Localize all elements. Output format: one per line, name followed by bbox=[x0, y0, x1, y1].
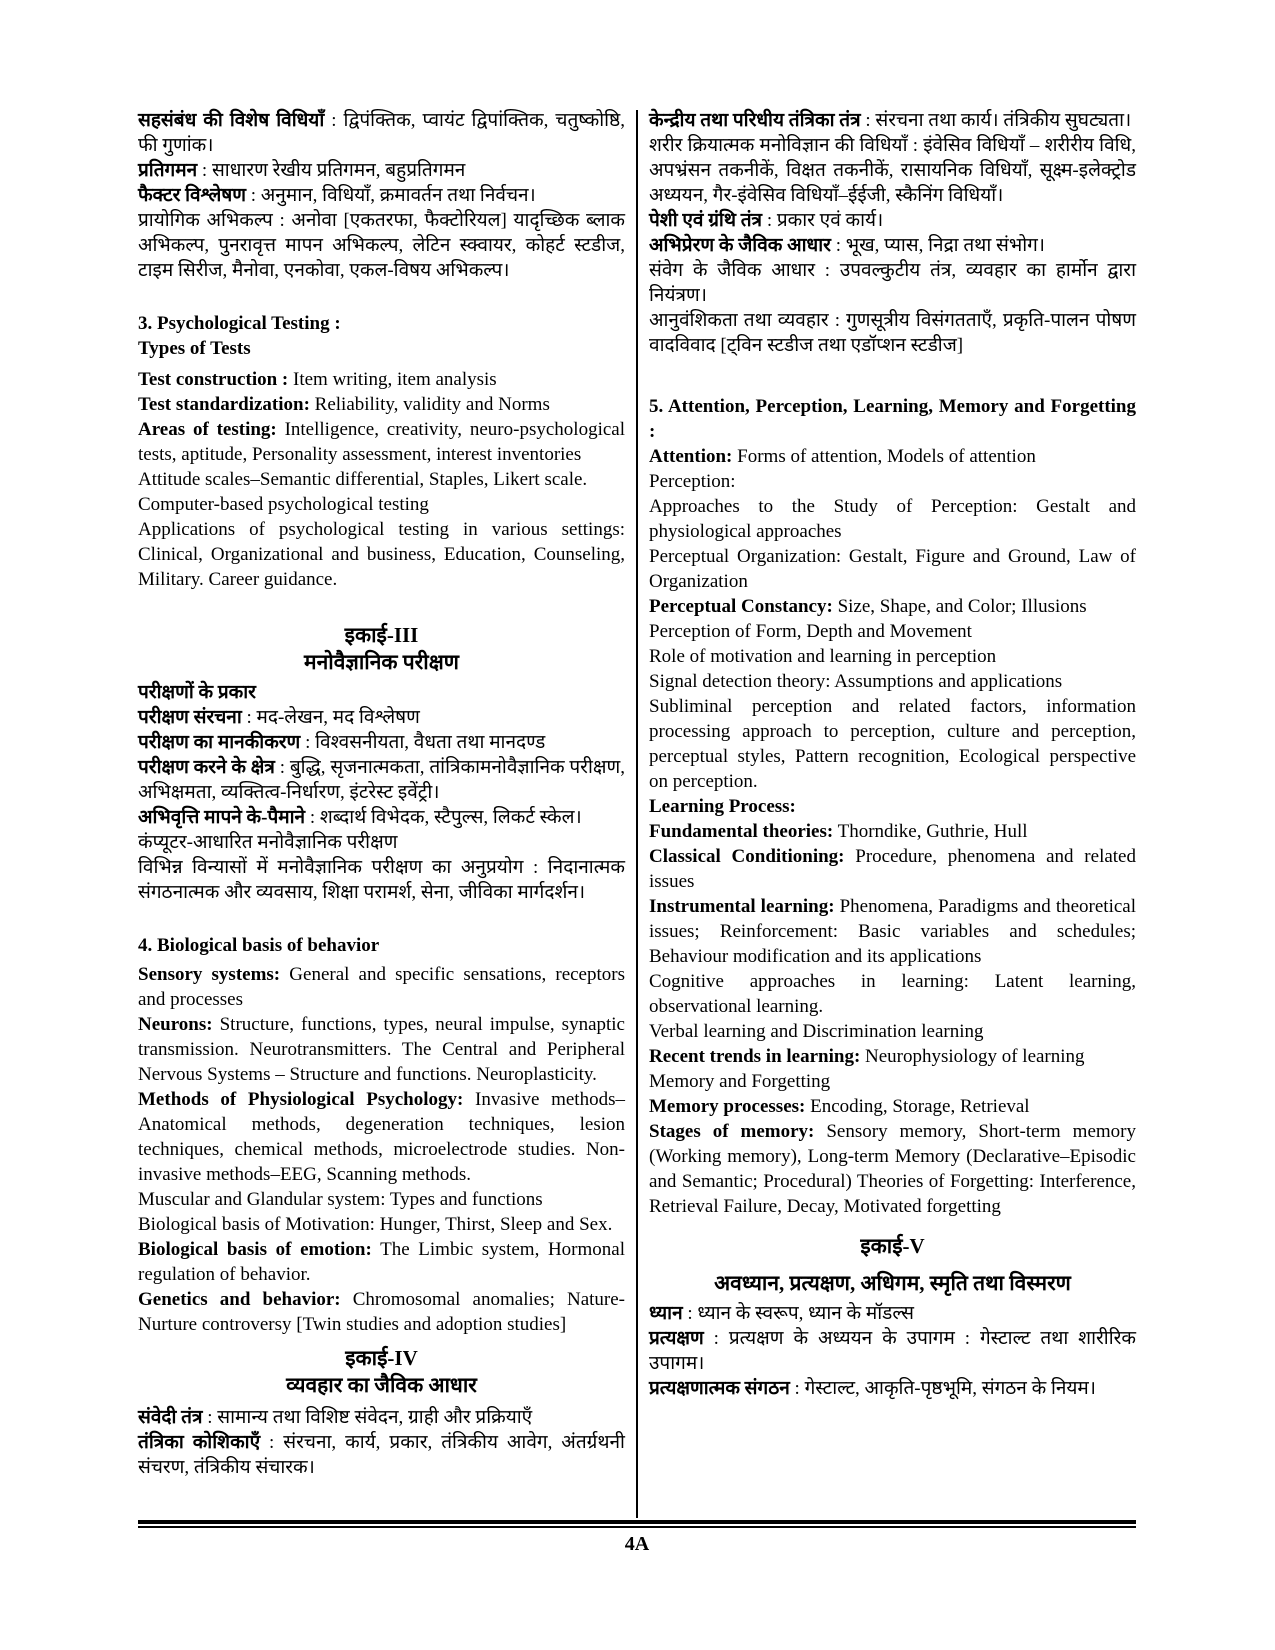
section-heading: Types of Tests bbox=[138, 338, 251, 359]
syllabus-paragraph: सहसंबंध की विशेष विधियाँ : द्विपंक्तिक, प्वायंट द्विपांक्तिक, चतुष्कोष्ठि, फी गुणांक। bbox=[138, 110, 625, 156]
syllabus-paragraph: प्रत्यक्षण : प्रत्यक्षण के अध्ययन के उपागम : गेस्टाल्ट तथा शारीरिक उपागम। bbox=[649, 1328, 1136, 1374]
syllabus-paragraph: Cognitive approaches in learning: Latent learning, observational learning. bbox=[649, 971, 1136, 1017]
syllabus-paragraph: Biological basis of Motivation: Hunger, Thirst, Sleep and Sex. bbox=[138, 1214, 613, 1235]
section-heading: 3. Psychological Testing : bbox=[138, 313, 341, 334]
column-divider-line bbox=[636, 110, 638, 1518]
syllabus-paragraph: Classical Conditioning: Procedure, phenomena and related issues bbox=[649, 846, 1136, 892]
section-heading: 4. Biological basis of behavior bbox=[138, 935, 380, 956]
syllabus-paragraph: Verbal learning and Discrimination learning bbox=[649, 1021, 984, 1042]
page-number: 4A bbox=[624, 1533, 650, 1555]
syllabus-paragraph: Attention: Forms of attention, Models of attention bbox=[649, 446, 1036, 467]
syllabus-paragraph: Areas of testing: Intelligence, creativity, neuro-psychological tests, aptitude, Personality assessment, interest inventories bbox=[138, 419, 625, 465]
syllabus-paragraph: Perceptual Constancy: Size, Shape, and Color; Illusions bbox=[649, 596, 1087, 617]
syllabus-paragraph: Signal detection theory: Assumptions and applications bbox=[649, 671, 1063, 692]
vertical-gap bbox=[138, 1337, 625, 1345]
vertical-gap bbox=[649, 358, 1136, 394]
syllabus-paragraph: परीक्षण का मानकीकरण : विश्वसनीयता, वैधता तथा मानदण्ड bbox=[138, 732, 546, 753]
syllabus-paragraph: तंत्रिका कोशिकाएँ : संरचना, कार्य, प्रकार, तंत्रिकीय आवेग, अंतर्ग्रथनी संचरण, तंत्रिकीय संचारक। bbox=[138, 1432, 625, 1478]
syllabus-paragraph: Muscular and Glandular system: Types and functions bbox=[138, 1189, 543, 1210]
vertical-gap bbox=[649, 1260, 1136, 1270]
syllabus-paragraph: Neurons: Structure, functions, types, neural impulse, synaptic transmission. Neurotransmitters. The Central and Peripheral Nervous Systems – Structure and functions. Neuroplasticity. bbox=[138, 1014, 625, 1085]
syllabus-paragraph: प्रत्यक्षणात्मक संगठन : गेस्टाल्ट, आकृति-पृष्ठभूमि, संगठन के नियम। bbox=[649, 1378, 1096, 1399]
unit-heading: व्यवहार का जैविक आधार bbox=[286, 1373, 477, 1397]
syllabus-paragraph: Attitude scales–Semantic differential, Staples, Likert scale. bbox=[138, 469, 588, 490]
right-column bbox=[649, 108, 1136, 1518]
section-heading: 5. Attention, Perception, Learning, Memory and Forgetting : bbox=[649, 396, 1136, 442]
syllabus-paragraph: शरीर क्रियात्मक मनोविज्ञान की विधियाँ : इंवेसिव विधियाँ – शरीरीय विधि, अपभ्रंसन तकनीकें, विक्षत तकनीकें, रासायनिक विधियाँ, सूक्ष्म-इलेक्ट्रोड अध्ययन, गैर-इंवेसिव विधियाँ–ईईजी, स्कैनिंग विधियाँ। bbox=[649, 135, 1136, 206]
syllabus-paragraph: Memory and Forgetting bbox=[649, 1071, 831, 1092]
unit-heading: अवध्यान, प्रत्यक्षण, अधिगम, स्मृति तथा विस्मरण bbox=[714, 1271, 1071, 1295]
syllabus-paragraph: Biological basis of emotion: The Limbic system, Hormonal regulation of behavior. bbox=[138, 1239, 626, 1285]
syllabus-paragraph: प्रतिगमन : साधारण रेखीय प्रतिगमन, बहुप्रतिगमन bbox=[138, 160, 466, 181]
syllabus-paragraph: पेशी एवं ग्रंथि तंत्र : प्रकार एवं कार्य। bbox=[649, 210, 884, 231]
unit-heading: इकाई-V bbox=[860, 1234, 925, 1258]
syllabus-paragraph: फैक्टर विश्लेषण : अनुमान, विधियाँ, क्रमावर्तन तथा निर्वचन। bbox=[138, 185, 536, 206]
unit-heading: इकाई-III bbox=[344, 623, 419, 647]
syllabus-paragraph: Role of motivation and learning in perception bbox=[649, 646, 997, 667]
syllabus-paragraph: परीक्षणों के प्रकार bbox=[138, 682, 256, 703]
syllabus-paragraph: Test standardization: Reliability, validity and Norms bbox=[138, 394, 550, 415]
syllabus-paragraph: Methods of Physiological Psychology: Invasive methods–Anatomical methods, degeneration techniques, lesion techniques, chemical methods, microelectrode studies. Non-invasive methods–EEG, Scanning methods. bbox=[138, 1089, 625, 1185]
syllabus-paragraph: Instrumental learning: Phenomena, Paradigms and theoretical issues; Reinforcement: Basic variables and schedules; Behaviour modification and its applications bbox=[649, 896, 1137, 967]
vertical-gap bbox=[138, 592, 625, 622]
syllabus-paragraph: Subliminal perception and related factors, information processing approach to perception, culture and perception, perceptual styles, Pattern recognition, Ecological perspective on perception. bbox=[649, 696, 1136, 792]
syllabus-paragraph: Perception: bbox=[649, 471, 736, 492]
syllabus-paragraph: Test construction : Item writing, item analysis bbox=[138, 369, 497, 390]
syllabus-paragraph: आनुवंशिकता तथा व्यवहार : गुणसूत्रीय विसंगतताएँ, प्रकृति-पालन पोषण वादविवाद [ट्विन स्टडीज तथा एडॉप्शन स्टडीज] bbox=[649, 310, 1136, 356]
left-column bbox=[138, 108, 625, 1518]
syllabus-paragraph: संवेदी तंत्र : सामान्य तथा विशिष्ट संवेदन, ग्राही और प्रक्रियाएँ bbox=[138, 1407, 533, 1428]
syllabus-paragraph: Memory processes: Encoding, Storage, Retrieval bbox=[649, 1096, 1030, 1117]
syllabus-paragraph: Fundamental theories: Thorndike, Guthrie, Hull bbox=[649, 821, 1028, 842]
syllabus-paragraph: कंप्यूटर-आधारित मनोवैज्ञानिक परीक्षण bbox=[138, 832, 398, 853]
vertical-gap bbox=[138, 283, 625, 311]
unit-heading: इकाई-IV bbox=[345, 1346, 418, 1370]
syllabus-paragraph: परीक्षण संरचना : मद-लेखन, मद विश्लेषण bbox=[138, 707, 420, 728]
syllabus-paragraph: प्रायोगिक अभिकल्प : अनोवा [एकतरफा, फैक्टोरियल] यादृच्छिक ब्लाक अभिकल्प, पुनरावृत्त मापन अभिकल्प, लेटिन स्क्वायर, कोहर्ट स्टडीज, टाइम सिरीज, मैनोवा, एनकोवा, एकल-विषय अभिकल्प। bbox=[138, 210, 625, 281]
syllabus-paragraph: Applications of psychological testing in various settings: Clinical, Organizational and business, Education, Counseling, Military. Career guidance. bbox=[138, 519, 625, 590]
syllabus-paragraph: Perceptual Organization: Gestalt, Figure and Ground, Law of Organization bbox=[649, 546, 1136, 592]
unit-heading: मनोवैज्ञानिक परीक्षण bbox=[304, 650, 459, 674]
syllabus-paragraph: अभिवृत्ति मापने के-पैमाने : शब्दार्थ विभेदक, स्टैपुल्स, लिकर्ट स्केल। bbox=[138, 807, 582, 828]
syllabus-paragraph: Perception of Form, Depth and Movement bbox=[649, 621, 972, 642]
syllabus-paragraph: Computer-based psychological testing bbox=[138, 494, 429, 515]
syllabus-paragraph: ध्यान : ध्यान के स्वरूप, ध्यान के मॉडल्स bbox=[649, 1303, 914, 1324]
syllabus-paragraph: अभिप्रेरण के जैविक आधार : भूख, प्यास, निद्रा तथा संभोग। bbox=[649, 235, 1046, 256]
syllabus-paragraph: संवेग के जैविक आधार : उपवल्कुटीय तंत्र, व्यवहार का हार्मोन द्वारा नियंत्रण। bbox=[649, 260, 1136, 306]
syllabus-paragraph: केन्द्रीय तथा परिधीय तंत्रिका तंत्र : संरचना तथा कार्य। तंत्रिकीय सुघट्यता। bbox=[649, 110, 1132, 131]
two-column-layout bbox=[138, 108, 1136, 1518]
vertical-gap bbox=[649, 1219, 1136, 1233]
syllabus-paragraph: परीक्षण करने के क्षेत्र : बुद्धि, सृजनात्मकता, तांत्रिकामनोवैज्ञानिक परीक्षण, अभिक्षमता, व्यक्तित्व-निर्धारण, इंटरेस्ट इवेंट्री। bbox=[138, 757, 625, 803]
syllabus-paragraph: विभिन्न विन्यासों में मनोवैज्ञानिक परीक्षण का अनुप्रयोग : निदानात्मक संगठनात्मक और व्यवसाय, शिक्षा परामर्श, सेना, जीविका मार्गदर्शन। bbox=[138, 857, 625, 903]
syllabus-paragraph: Stages of memory: Sensory memory, Short-term memory (Working memory), Long-term Memory (Declarative–Episodic and Semantic; Procedural) Theories of Forgetting: Interference, Retrieval Failure, Decay, Motivated forgetting bbox=[649, 1121, 1136, 1217]
syllabus-paragraph: Approaches to the Study of Perception: Gestalt and physiological approaches bbox=[649, 496, 1136, 542]
syllabus-paragraph: Recent trends in learning: Neurophysiology of learning bbox=[649, 1046, 1085, 1067]
syllabus-paragraph: Genetics and behavior: Chromosomal anomalies; Nature-Nurture controversy [Twin studies and adoption studies] bbox=[138, 1289, 625, 1335]
section-heading: Learning Process: bbox=[649, 796, 796, 817]
footer-rule bbox=[138, 1520, 1136, 1528]
syllabus-paragraph: Sensory systems: General and specific sensations, receptors and processes bbox=[138, 964, 625, 1010]
vertical-gap bbox=[138, 905, 625, 933]
